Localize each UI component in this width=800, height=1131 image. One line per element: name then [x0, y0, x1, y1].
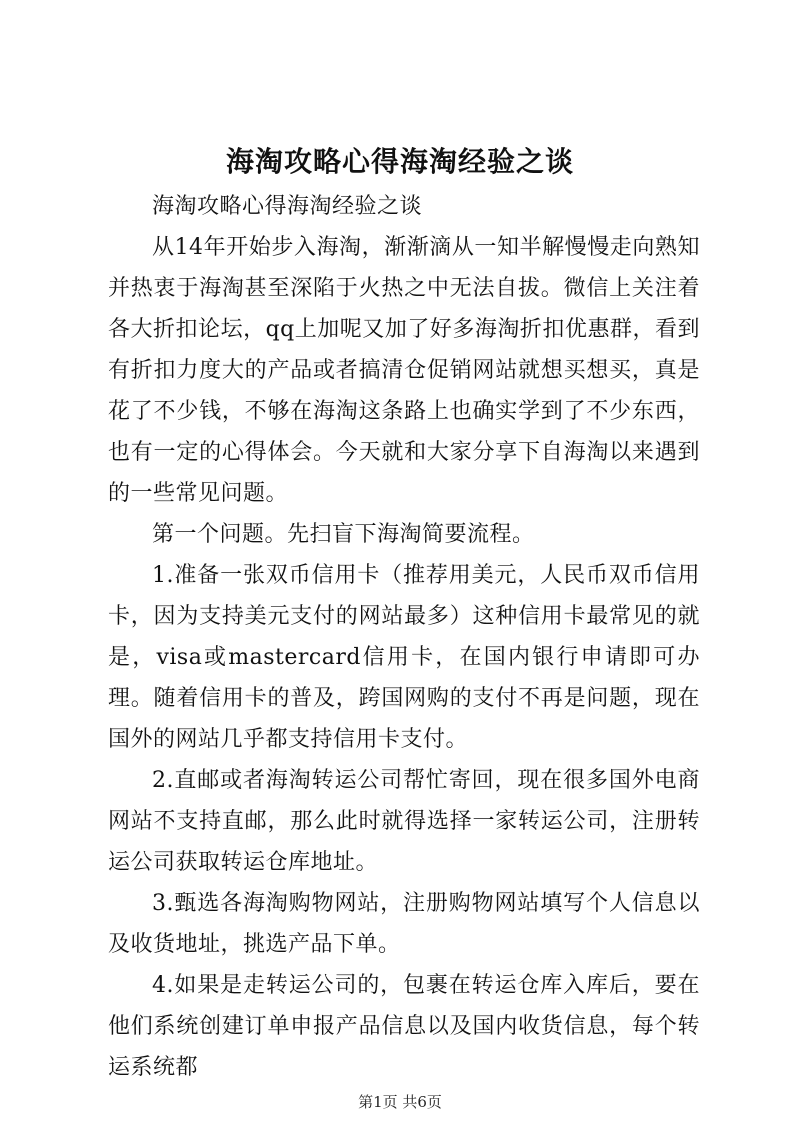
paragraph-subtitle: 海淘攻略心得海淘经验之谈: [152, 194, 423, 219]
paragraph-step-3: 3.甄选各海淘购物网站，注册购物网站填写个人信息以及收货地址，挑选产品下单。: [108, 891, 700, 957]
paragraph-step-2: 2.直邮或者海淘转运公司帮忙寄回，现在很多国外电商网站不支持直邮，那么此时就得选择一家转运公司，注册转运公司获取转运仓库地址。: [108, 768, 700, 875]
document-body: [108, 186, 700, 1088]
paragraph-step-4: 4.如果是走转运公司的，包裹在转运仓库入库后，要在他们系统创建订单申报产品信息以及国内收货信息，每个转运系统都: [108, 973, 700, 1080]
document-title: 海淘攻略心得海淘经验之谈: [225, 145, 574, 178]
paragraph-intro: 从14年开始步入海淘，渐渐滴从一知半解慢慢走向熟知并热衷于海淘甚至深陷于火热之中无法自拔。微信上关注着各大折扣论坛，qq上加呢又加了好多海淘折扣优惠群，看到有折扣力度大的产品或者搞清仓促销网站就想买想买，真是花了不少钱，不够在海淘这条路上也确实学到了不少东西，也有一定的心得体会。今天就和大家分享下自海淘以来遇到的一些常见问题。: [108, 235, 700, 506]
paragraph-step-1: 1.准备一张双币信用卡（推荐用美元，人民币双币信用卡，因为支持美元支付的网站最多）这种信用卡最常见的就是，visa或mastercard信用卡，在国内银行申请即可办理。随着信用卡的普及，跨国网购的支付不再是问题，现在国外的网站几乎都支持信用卡支付。: [108, 563, 700, 752]
page-indicator: 第1页 共6页: [358, 1093, 442, 1111]
paragraph-question-one: 第一个问题。先扫盲下海淘简要流程。: [152, 522, 535, 547]
